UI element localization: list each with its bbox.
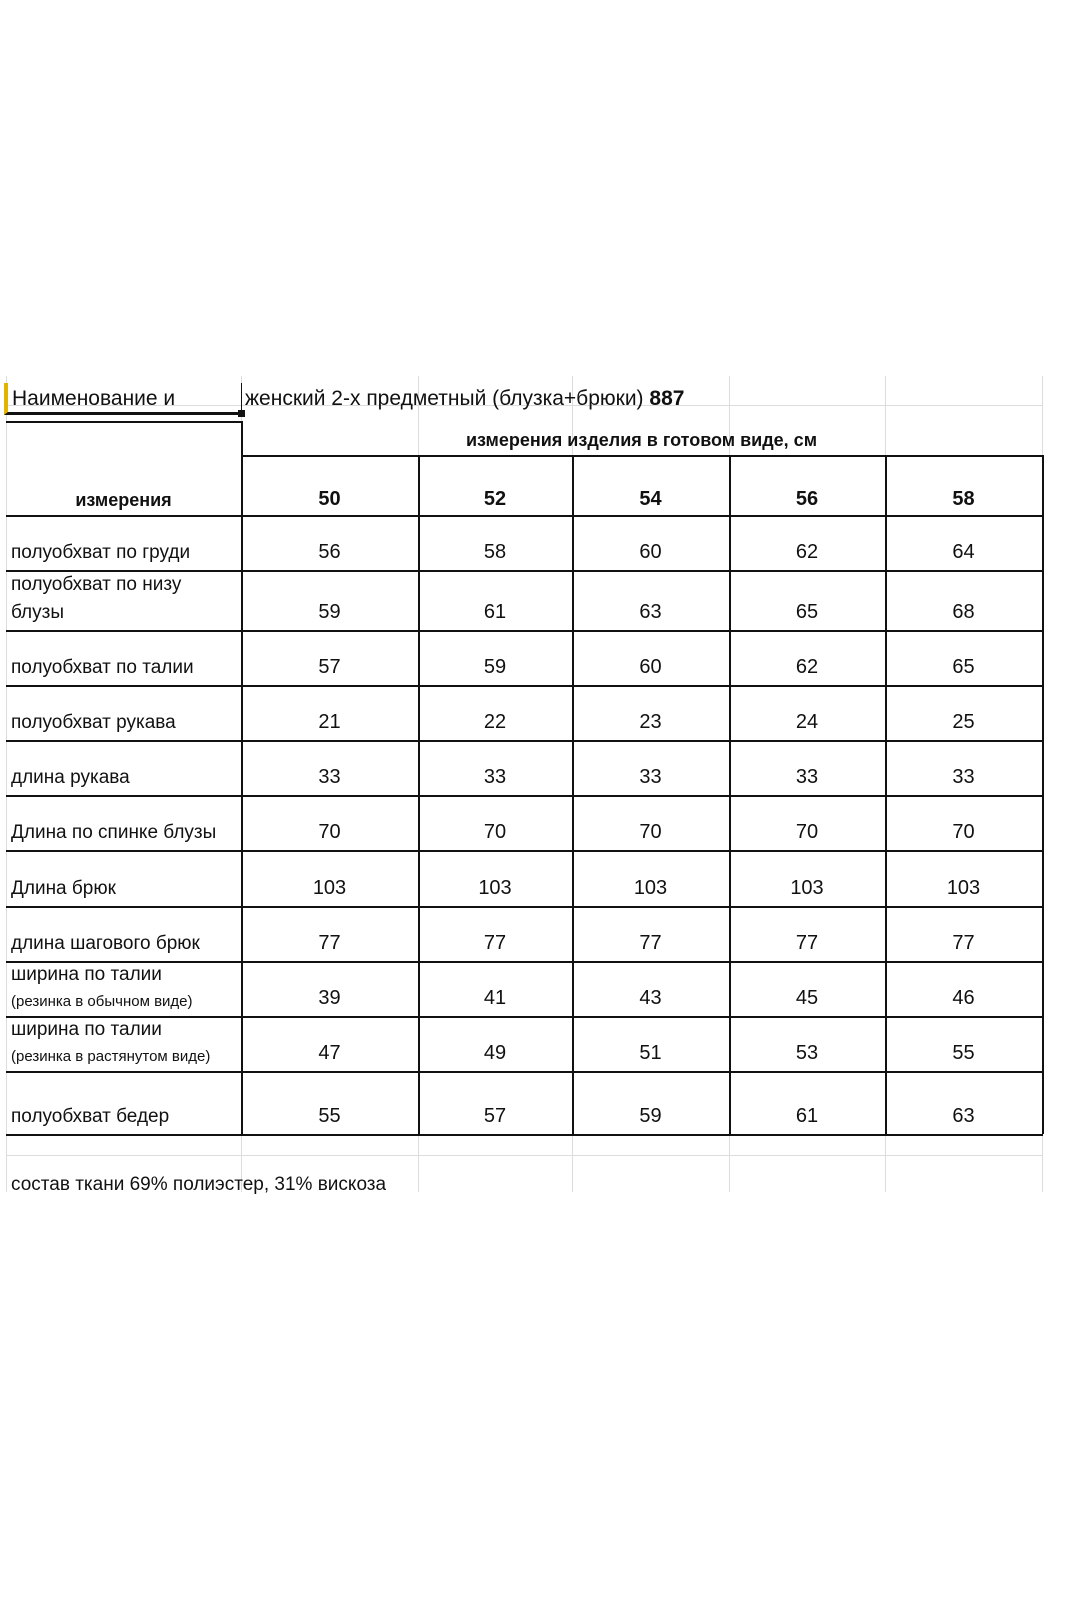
table-cell[interactable]: 22 [483, 711, 507, 733]
table-cell[interactable]: 59 [318, 601, 341, 623]
row-label[interactable]: полуобхват рукава [11, 712, 176, 733]
row-label-note[interactable] [11, 988, 193, 1015]
row-label[interactable]: длина рукава [11, 767, 130, 788]
table-cell[interactable]: 64 [952, 541, 975, 563]
table-cell[interactable]: 57 [318, 656, 341, 678]
table-cell[interactable]: 103 [478, 877, 512, 899]
table-cell[interactable]: 61 [795, 1105, 819, 1127]
table-cell[interactable]: 77 [639, 932, 662, 954]
composition-note[interactable]: состав ткани 69% полиэстер, 31% вискоза [11, 1174, 387, 1194]
table-cell[interactable]: 41 [483, 987, 507, 1009]
table-cell[interactable]: 57 [483, 1105, 507, 1127]
table-cell[interactable]: 61 [483, 601, 507, 623]
product-title[interactable] [245, 386, 684, 412]
table-cell[interactable]: 77 [795, 932, 819, 954]
table-border [6, 1134, 1043, 1136]
row-label[interactable]: полуобхват бедер [11, 1106, 170, 1127]
table-border [6, 795, 1043, 797]
size-header: 52 [483, 488, 507, 510]
table-cell[interactable]: 47 [318, 1042, 341, 1064]
table-cell[interactable]: 70 [639, 821, 662, 843]
table-cell[interactable]: 33 [318, 766, 341, 788]
table-cell[interactable]: 56 [318, 541, 341, 563]
table-border [6, 850, 1043, 852]
table-cell[interactable]: 45 [795, 987, 819, 1009]
table-cell[interactable]: 77 [318, 932, 341, 954]
row-label[interactable]: длина шагового брюк [11, 933, 200, 954]
table-cell[interactable]: 60 [639, 541, 662, 563]
row-note-text: (резинка в растянутом виде) [11, 1048, 211, 1065]
size-header: 58 [952, 488, 975, 510]
row-label[interactable]: полуобхват по груди [11, 542, 191, 563]
table-cell[interactable]: 65 [952, 656, 975, 678]
product-text: женский 2-х предметный (блузка+брюки) [245, 387, 650, 410]
table-cell[interactable]: 33 [483, 766, 507, 788]
fill-handle[interactable] [238, 410, 245, 417]
table-cell[interactable]: 103 [790, 877, 824, 899]
table-cell[interactable]: 77 [952, 932, 975, 954]
table-cell[interactable]: 70 [795, 821, 819, 843]
table-border [241, 455, 1043, 457]
row-label-note[interactable] [11, 1043, 210, 1070]
table-cell[interactable]: 59 [639, 1105, 662, 1127]
table-border [6, 906, 1043, 908]
name-label[interactable]: Наименование и [12, 387, 176, 410]
row-label[interactable]: Длина брюк [11, 878, 116, 899]
table-cell[interactable]: 103 [633, 877, 668, 899]
row-label[interactable]: полуобхват по низу [11, 574, 182, 595]
table-cell[interactable]: 46 [952, 987, 975, 1009]
table-cell[interactable]: 65 [795, 601, 819, 623]
row-label[interactable]: ширина по талии [11, 1019, 162, 1040]
table-cell[interactable]: 25 [952, 711, 975, 733]
table-cell[interactable]: 49 [483, 1042, 507, 1064]
table-cell[interactable]: 39 [318, 987, 341, 1009]
table-border [6, 630, 1043, 632]
table-cell[interactable]: 63 [639, 601, 662, 623]
row-label-line2[interactable]: блузы [11, 602, 64, 623]
table-cell[interactable]: 103 [312, 877, 347, 899]
row-label[interactable]: полуобхват по талии [11, 657, 194, 678]
table-cell[interactable]: 51 [639, 1042, 662, 1064]
table-cell[interactable]: 24 [795, 711, 819, 733]
table-cell[interactable]: 53 [795, 1042, 819, 1064]
table-cell[interactable]: 62 [795, 656, 819, 678]
gridline-h [6, 1155, 1042, 1156]
table-cell[interactable]: 70 [483, 821, 507, 843]
table-border [6, 515, 1043, 517]
row-label[interactable]: Длина по спинке блузы [11, 822, 217, 843]
table-cell[interactable]: 33 [639, 766, 662, 788]
table-cell[interactable]: 21 [318, 711, 341, 733]
table-border [6, 740, 1043, 742]
table-cell[interactable]: 68 [952, 601, 975, 623]
table-border [6, 1071, 1043, 1073]
table-cell[interactable]: 70 [318, 821, 341, 843]
table-cell[interactable]: 23 [639, 711, 662, 733]
table-cell[interactable]: 33 [795, 766, 819, 788]
table-cell[interactable]: 70 [952, 821, 975, 843]
table-cell[interactable]: 58 [483, 541, 507, 563]
table-cell[interactable]: 55 [952, 1042, 975, 1064]
table-cell[interactable]: 77 [483, 932, 507, 954]
table-cell[interactable]: 103 [946, 877, 981, 899]
row-note-text: (резинка в обычном виде) [11, 993, 193, 1010]
measurement-header: измерения [75, 490, 172, 510]
size-header: 50 [318, 488, 341, 510]
table-border [6, 421, 242, 423]
size-header: 56 [795, 488, 819, 510]
row-label[interactable]: ширина по талии [11, 964, 162, 985]
size-header: 54 [639, 488, 662, 510]
table-cell[interactable]: 55 [318, 1105, 341, 1127]
group-header: измерения изделия в готовом виде, см [465, 430, 818, 450]
table-cell[interactable]: 33 [952, 766, 975, 788]
table-border [6, 685, 1043, 687]
table-cell[interactable]: 63 [952, 1105, 975, 1127]
table-cell[interactable]: 59 [483, 656, 507, 678]
table-cell[interactable]: 43 [639, 987, 662, 1009]
product-model: 887 [649, 387, 685, 410]
table-cell[interactable]: 60 [639, 656, 662, 678]
table-cell[interactable]: 62 [795, 541, 819, 563]
